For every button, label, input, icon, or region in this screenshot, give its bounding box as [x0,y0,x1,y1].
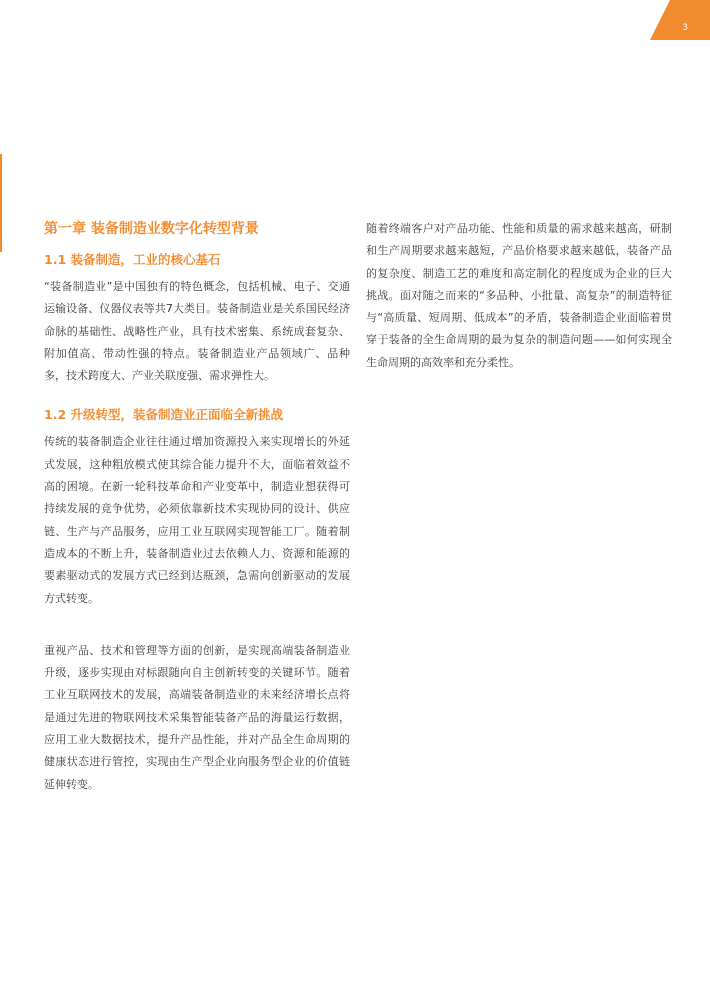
paragraph-spacer [44,610,350,640]
page-number: 3 [682,23,688,33]
right-column-paragraph: 随着终端客户对产品功能、性能和质量的需求越来越高，研制和生产周期要求越来越短，产品价格要求越来越低，装备产品的复杂度、制造工艺的难度和高定制化的程度成为企业的巨大挑战。面对随之而来的“多品种、小批量、高复杂”的制造特征与“高质量、短周期、低成本”的矛盾，装备制造企业面临着贯穿于装备的全生命周期的最为复杂的制造问题——如何实现全生命周期的高效率和充分柔性。 [366,222,672,369]
section-1-1-title: 1.1 装备制造，工业的核心基石 [44,252,221,267]
left-column [44,218,350,796]
left-accent-rule [0,154,2,252]
section-1-2-paragraph-1: 传统的装备制造企业往往通过增加资源投入来实现增长的外延式发展，这种粗放模式使其综合能力提升不大，面临着效益不高的困境。在新一轮科技革命和产业变革中，制造业想获得可持续发展的竞争优势，必须依靠新技术实现协同的设计、供应链、生产与产品服务，应用工业互联网实现智能工厂。随着制造成本的不断上升，装备制造业过去依赖人力、资源和能源的要素驱动式的发展方式已经到达瓶颈，急需向创新驱动的发展方式转变。 [44,435,350,605]
section-1-2-paragraph-2: 重视产品、技术和管理等方面的创新，是实现高端装备制造业升级，逐步实现由对标跟随向自主创新转变的关键环节。随着工业互联网技术的发展，高端装备制造业的未来经济增长点将是通过先进的物联网技术采集智能装备产品的海量运行数据，应用工业大数据技术，提升产品性能，并对产品全生命周期的健康状态进行管控，实现由生产型企业向服务型企业的价值链延伸转变。 [44,643,350,791]
chapter-title: 第一章 装备制造业数字化转型背景 [44,221,259,237]
page-corner-tab [650,0,710,40]
section-1-2-title: 1.2 升级转型，装备制造业正面临全新挑战 [44,407,283,423]
section-spacer [44,387,350,405]
section-1-1-paragraph: “装备制造业”是中国独有的特色概念，包括机械、电子、交通运输设备、仪器仪表等共7大类目。装备制造业是关系国民经济命脉的基础性、战略性产业，具有技术密集、系统成套复杂、附加值高、带动性强的特点。装备制造业产品领域广、品种多，技术跨度大、产业关联度强、需求弹性大。 [44,280,350,383]
right-column [366,218,672,374]
